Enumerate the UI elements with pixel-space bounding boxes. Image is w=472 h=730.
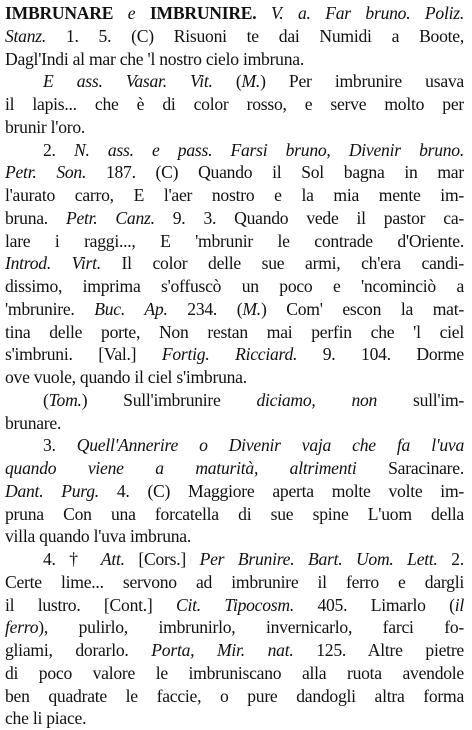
- text-segment: [113, 3, 128, 23]
- text-line: [5, 389, 464, 412]
- text-segment: 'mbrunire.: [5, 298, 95, 319]
- text-segment: 4. (C) Maggiore aperta molte volte im-: [98, 480, 464, 501]
- italic-segment: M.: [241, 71, 261, 92]
- text-segment: lare i raggi..., E 'mbrunir le contrade d'Oriente.: [5, 230, 464, 251]
- text-line: [5, 48, 464, 71]
- italic-segment: N. ass. e pass. Farsi bruno, Divenir bruno.: [73, 139, 464, 160]
- text-segment: 187. (C) Quando il Sol bagna in mar: [86, 162, 464, 183]
- text-line: [5, 93, 464, 116]
- text-segment: [135, 3, 150, 23]
- text-segment: 405. Limarlo (: [293, 594, 455, 615]
- text-segment: brunir l'oro.: [5, 116, 86, 137]
- text-line: [5, 298, 464, 321]
- italic-segment: ferro: [5, 617, 39, 638]
- text-segment: sull'im-: [377, 389, 464, 410]
- text-line: [5, 480, 464, 503]
- italic-segment: E ass. Vasar. Vit.: [43, 71, 213, 92]
- italic-segment: Quell'Annerire o Divenir vaja che fa l'uva: [76, 435, 464, 456]
- italic-segment: Per Brunire. Bart. Uom. Lett.: [199, 549, 438, 569]
- text-segment: il lustro. [Cont.]: [5, 594, 176, 615]
- text-segment: 1. 5. (C) Risuoni te dai Numidi a Boote,: [46, 25, 464, 46]
- text-line: [5, 412, 464, 435]
- text-segment: dissimo, imprima s'offuscò un poco e 'ncominciò a: [5, 276, 464, 296]
- text-line: [5, 594, 464, 617]
- text-line: [5, 275, 464, 298]
- italic-segment: Att.: [100, 549, 125, 569]
- text-line: [5, 366, 464, 389]
- text-line: [5, 434, 464, 457]
- italic-segment: quando viene a maturità, altrimenti: [5, 458, 357, 478]
- text-line: [5, 184, 464, 207]
- text-segment: ), pulirlo, imbrunirlo, invernicarlo, farci fo-: [38, 617, 464, 638]
- text-segment: che li piace.: [5, 708, 87, 729]
- italic-segment: e: [127, 3, 136, 23]
- text-line: [5, 343, 464, 366]
- italic-segment: Dant. Purg.: [5, 480, 99, 501]
- text-segment: (: [212, 71, 242, 92]
- text-segment: s'imbruni. [Val.]: [5, 344, 162, 365]
- text-line: [5, 70, 464, 93]
- text-line: [5, 321, 464, 344]
- text-segment: [256, 3, 271, 23]
- text-segment: Saracinare.: [356, 458, 464, 478]
- text-segment: Dagl'Indi al mar che 'l nostro cielo imbruna.: [5, 48, 304, 69]
- italic-segment: Petr. Son.: [5, 162, 87, 183]
- italic-segment: Cit. Tipocosm.: [176, 594, 294, 615]
- text-segment: 125. Altre pietre: [293, 640, 464, 660]
- text-segment: villa quando l'uva imbruna.: [5, 526, 191, 547]
- text-line: [5, 639, 464, 662]
- text-segment: 2.: [43, 139, 74, 160]
- text-line: [5, 548, 464, 571]
- text-segment: tina delle porte, Non restan mai perfin che 'l ciel: [5, 321, 464, 342]
- italic-segment: Introd. Virt.: [5, 253, 101, 274]
- italic-segment: M.: [242, 298, 261, 319]
- text-segment: ove vuole, quando il ciel s'imbruna.: [5, 367, 247, 387]
- text-line: [5, 525, 464, 548]
- italic-segment: V. a. Far bruno. Poliz.: [271, 3, 464, 23]
- text-line: [5, 207, 464, 230]
- text-line: [5, 116, 464, 139]
- text-segment: l'aurato carro, E l'aer nostro e la mia mente im-: [5, 185, 464, 205]
- text-segment: Certe lime... servono ad imbrunire il ferro e dargli: [5, 571, 464, 592]
- italic-segment: Buc. Ap.: [94, 298, 168, 319]
- text-segment: Il color delle sue armi, ch'era candi-: [100, 253, 464, 274]
- text-segment: ) Per imbrunire usava: [260, 71, 464, 92]
- text-segment: 4. †: [43, 549, 101, 569]
- text-line: [5, 503, 464, 526]
- text-segment: di poco valore le imbruniscano alla ruota avendole: [5, 662, 464, 683]
- text-line: [5, 25, 464, 48]
- text-segment: brunare.: [5, 412, 62, 433]
- text-segment: pruna Con una forcatella di sue spine L'uom della: [5, 503, 464, 524]
- text-segment: bruna.: [5, 207, 66, 228]
- italic-segment: Tom.: [48, 389, 82, 410]
- text-segment: [Cors.]: [124, 549, 200, 569]
- italic-segment: Porta, Mir. nat.: [151, 640, 294, 660]
- text-line: [5, 230, 464, 253]
- text-line: [5, 662, 464, 685]
- text-segment: 2.: [437, 549, 464, 569]
- italic-segment: Stanz.: [5, 25, 47, 46]
- text-segment: (: [43, 389, 49, 410]
- text-line: [5, 161, 464, 184]
- text-segment: il lapis... che è di color rosso, e serve molto per: [5, 94, 464, 114]
- italic-segment: Petr. Canz.: [65, 207, 155, 228]
- text-segment: ) Com' escon la mat-: [260, 298, 464, 319]
- headword: IMBRUNARE: [5, 3, 114, 23]
- text-line: [5, 571, 464, 594]
- text-segment: 234. (: [167, 298, 243, 319]
- text-segment: ben quadrate le faccie, o pure dandogli altra forma: [5, 685, 464, 706]
- headword: IMBRUNIRE.: [149, 3, 257, 23]
- text-line: [5, 457, 464, 480]
- text-line: [5, 139, 464, 162]
- text-segment: gliami, dorarlo.: [5, 640, 152, 660]
- text-segment: 3.: [43, 435, 77, 456]
- text-line: [5, 707, 464, 730]
- text-line: [5, 252, 464, 275]
- text-segment: ) Sull'imbrunire: [81, 389, 257, 410]
- text-line: [5, 616, 464, 639]
- italic-segment: diciamo, non: [256, 389, 378, 410]
- text-line: [5, 2, 464, 25]
- text-segment: 9. 104. Dorme: [297, 344, 464, 365]
- italic-segment: Fortig. Ricciard.: [161, 344, 298, 365]
- italic-segment: il: [454, 594, 464, 615]
- text-segment: 9. 3. Quando vede il pastor ca-: [154, 207, 464, 228]
